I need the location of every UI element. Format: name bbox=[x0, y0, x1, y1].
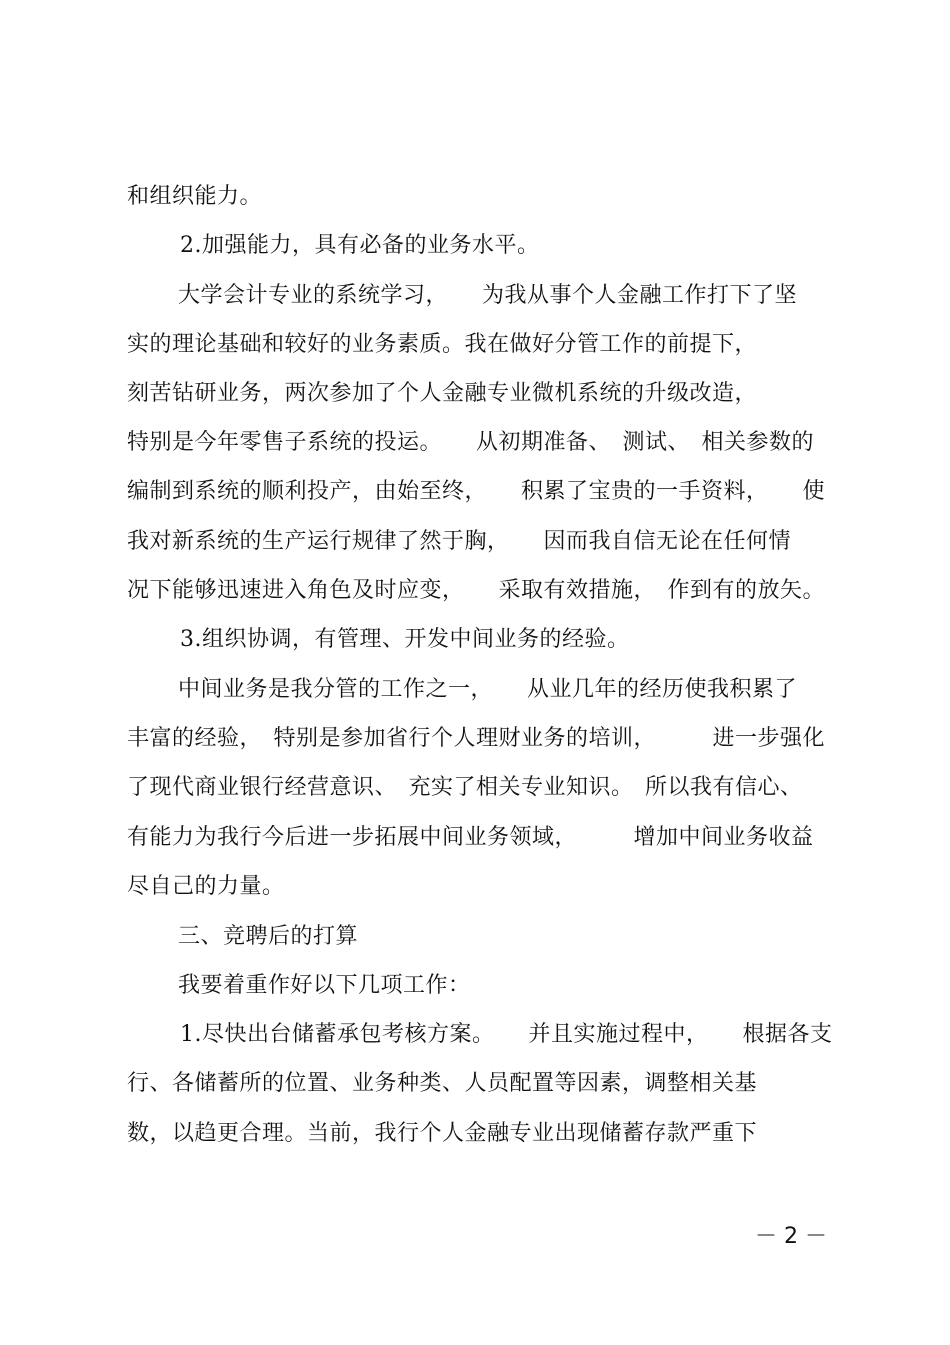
body-line: 行、各储蓄所的位置、业务种类、人员配置等因素，调整相关基 bbox=[127, 1071, 758, 1096]
body-line: 刻苦钻研业务，两次参加了个人金融专业微机系统的升级改造， bbox=[127, 381, 758, 406]
chapter-heading: 三、竞聘后的打算 bbox=[178, 924, 359, 949]
body-line: 我对新系统的生产运行规律了然于胸， 因而我自信无论在任何情 bbox=[127, 529, 792, 554]
page-number: － 2 － bbox=[755, 1224, 827, 1249]
body-line: 编制到系统的顺利投产，由始至终， 积累了宝贵的一手资料， 使 bbox=[127, 479, 826, 504]
body-line: 实的理论基础和较好的业务素质。我在做好分管工作的前提下， bbox=[127, 332, 758, 357]
body-line: 特别是今年零售子系统的投运。 从初期准备、 测试、 相关参数的 bbox=[127, 430, 815, 455]
body-line: 大学会计专业的系统学习， 为我从事个人金融工作打下了坚 bbox=[178, 283, 798, 308]
body-line: 丰富的经验， 特别是参加省行个人理财业务的培训， 进一步强化 bbox=[127, 726, 826, 751]
body-line: 中间业务是我分管的工作之一， 从业几年的经历使我积累了 bbox=[178, 677, 798, 702]
body-line: 有能力为我行今后进一步拓展中间业务领域， 增加中间业务收益 bbox=[127, 825, 814, 850]
body-line: 1.尽快出台储蓄承包考核方案。 并且实施过程中， 根据各支 bbox=[180, 1022, 833, 1047]
section-heading-2: 2.加强能力，具有必备的业务水平。 bbox=[180, 233, 540, 258]
body-line: 我要着重作好以下几项工作： bbox=[178, 973, 471, 998]
body-line: 尽自己的力量。 bbox=[127, 874, 285, 899]
section-heading-3: 3.组织协调，有管理、开发中间业务的经验。 bbox=[180, 627, 630, 652]
body-line: 了现代商业银行经营意识、 充实了相关专业知识。 所以我有信心、 bbox=[127, 775, 803, 800]
body-line: 况下能够迅速进入角色及时应变， 采取有效措施， 作到有的放矢。 bbox=[127, 578, 826, 603]
body-line: 和组织能力。 bbox=[127, 184, 263, 209]
body-line: 数，以趋更合理。当前，我行个人金融专业出现储蓄存款严重下 bbox=[127, 1121, 758, 1146]
